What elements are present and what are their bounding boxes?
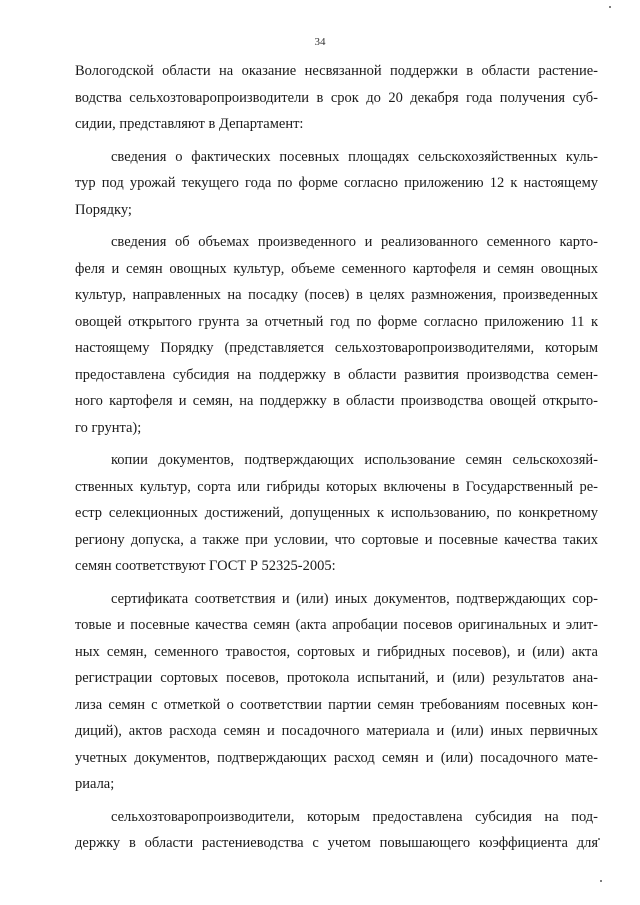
scan-speck <box>600 880 602 882</box>
text-line: держку в области растениеводства с учетом повышающего коэффициента для <box>75 835 598 851</box>
paragraph-seed-document-copies <box>75 447 598 580</box>
text-line: учетных документов, подтверждающих расход семян и (или) посадочного мате- <box>75 749 598 766</box>
text-line: семян соответствуют ГОСТ Р 52325-2005: <box>75 558 336 574</box>
text-line: водства сельхозтоваропроизводители в срок до 20 декабря года получения суб- <box>75 89 598 106</box>
text-line: Вологодской области на оказание несвязанной поддержки в области растение- <box>75 63 598 79</box>
paragraph-sown-areas <box>75 144 598 224</box>
paragraph-certificates <box>75 586 598 798</box>
text-line: регистрации сортовых посевов, протокола испытаний, и (или) результатов ана- <box>75 670 598 686</box>
text-line: культур, направленных на посадку (посев) в целях размножения, произведенных <box>75 287 598 303</box>
paragraph-intro <box>75 58 598 138</box>
scan-speck <box>609 6 611 8</box>
text-line: предоставлена субсидия на поддержку в области развития производства семен- <box>75 366 598 383</box>
text-line: сведения об объемах произведенного и реализованного семенного карто- <box>111 234 598 250</box>
text-line: го грунта); <box>75 419 142 436</box>
text-line: копии документов, подтверждающих использование семян сельскохозяй- <box>111 452 598 468</box>
text-line: настоящему Порядку (представляется сельхозтоваропроизводителями, которым <box>75 340 598 356</box>
text-line: ного картофеля и семян, на поддержку в области производства овощей открыто- <box>75 393 598 409</box>
text-line: ственных культур, сорта или гибриды которых включены в Государственный ре- <box>75 478 598 495</box>
page-number: 34 <box>314 36 326 48</box>
text-line: ных семян, семенного травостоя, сортовых и гибридных посевов), и (или) акта <box>75 643 598 660</box>
text-line: феля и семян овощных культур, объеме семенного картофеля и семян овощных <box>75 260 598 277</box>
text-line: товые и посевные качества семян (акта апробации посевов оригинальных и элит- <box>75 617 598 633</box>
text-line: сельхозтоваропроизводители, которым предоставлена субсидия на под- <box>111 808 598 825</box>
paragraph-seed-potato-volumes <box>75 229 598 441</box>
text-line: сведения о фактических посевных площадях сельскохозяйственных куль- <box>111 148 598 165</box>
text-line: диций), актов расхода семян и посадочного материала и (или) иных первичных <box>75 723 598 739</box>
text-line: овощей открытого грунта за отчетный год по форме согласно приложению 11 к <box>75 313 598 330</box>
text-line: Порядку; <box>75 201 132 218</box>
document-body <box>75 58 598 863</box>
text-line: риала; <box>75 776 115 792</box>
paragraph-coefficient-subsidy <box>75 804 598 857</box>
text-line: тур под урожай текущего года по форме согласно приложению 12 к настоящему <box>75 175 598 191</box>
text-line: естр селекционных достижений, допущенных к использованию, по конкретному <box>75 505 598 521</box>
text-line: региону допуска, а также при условии, что сортовые и посевные качества таких <box>75 531 598 548</box>
text-line: сидии, представляют в Департамент: <box>75 116 304 132</box>
scan-speck <box>598 838 600 840</box>
text-line: сертификата соответствия и (или) иных документов, подтверждающих сор- <box>111 590 598 607</box>
text-line: лиза семян с отметкой о соответствии партии семян требованиям посевных кон- <box>75 696 598 713</box>
